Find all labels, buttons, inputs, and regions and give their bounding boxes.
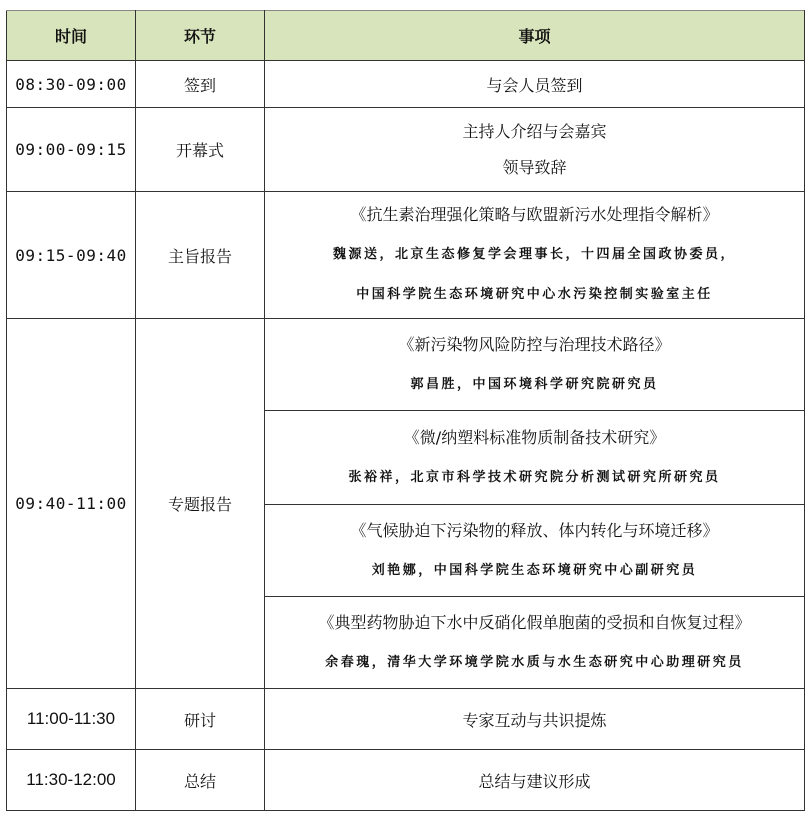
item-line: 主持人介绍与会嘉宾	[462, 121, 607, 141]
header-item: 事项	[265, 11, 805, 61]
stage-cell: 主旨报告	[136, 192, 265, 319]
item-cell: 专家互动与共识提炼	[265, 689, 805, 750]
table-row	[7, 319, 805, 411]
header-row	[7, 11, 805, 61]
talk-speaker: 余春瑰，清华大学环境学院水质与水生态研究中心助理研究员	[325, 654, 744, 670]
talk-cell	[265, 411, 805, 505]
stage-cell: 开幕式	[136, 108, 265, 192]
item-cell	[265, 192, 805, 319]
time-cell: 11:00-11:30	[7, 689, 136, 750]
talk-title: 《新污染物风险防控与治理技术路径》	[398, 334, 671, 354]
time-cell: 09:40-11:00	[7, 319, 136, 689]
stage-cell: 签到	[136, 61, 265, 108]
talk-speaker: 刘艳娜，中国科学院生态环境研究中心副研究员	[371, 562, 698, 578]
item-line: 领导致辞	[502, 157, 567, 177]
stage-cell: 专题报告	[136, 319, 265, 689]
time-cell: 09:00-09:15	[7, 108, 136, 192]
talk-cell	[265, 505, 805, 597]
item-cell: 与会人员签到	[265, 61, 805, 108]
table-row	[7, 61, 805, 108]
item-cell: 总结与建议形成	[265, 750, 805, 811]
item-cell	[265, 108, 805, 192]
header-stage: 环节	[136, 11, 265, 61]
talk-title: 《微/纳塑料标准物质制备技术研究》	[403, 427, 666, 447]
table-row	[7, 689, 805, 750]
talk-title: 《抗生素治理强化策略与欧盟新污水处理指令解析》	[350, 205, 719, 224]
time-cell: 11:30-12:00	[7, 750, 136, 811]
stage-cell: 研讨	[136, 689, 265, 750]
table-row	[7, 108, 805, 192]
header-time: 时间	[7, 11, 136, 61]
table-row	[7, 750, 805, 811]
table-row	[7, 192, 805, 319]
talk-speaker: 中国科学院生态环境研究中心水污染控制实验室主任	[356, 287, 713, 302]
time-cell: 08:30-09:00	[7, 61, 136, 108]
talk-cell	[265, 319, 805, 411]
talk-cell	[265, 597, 805, 689]
talk-speaker: 魏源送，北京生态修复学会理事长，十四届全国政协委员，	[332, 247, 736, 262]
talk-speaker: 张裕祥，北京市科学技术研究院分析测试研究所研究员	[348, 469, 721, 485]
agenda-table	[6, 10, 805, 811]
talk-title: 《典型药物胁迫下水中反硝化假单胞菌的受损和自恢复过程》	[318, 612, 751, 632]
stage-cell: 总结	[136, 750, 265, 811]
time-cell: 09:15-09:40	[7, 192, 136, 319]
talk-title: 《气候胁迫下污染物的释放、体内转化与环境迁移》	[350, 520, 719, 540]
talk-speaker: 郭昌胜，中国环境科学研究院研究员	[410, 376, 659, 392]
